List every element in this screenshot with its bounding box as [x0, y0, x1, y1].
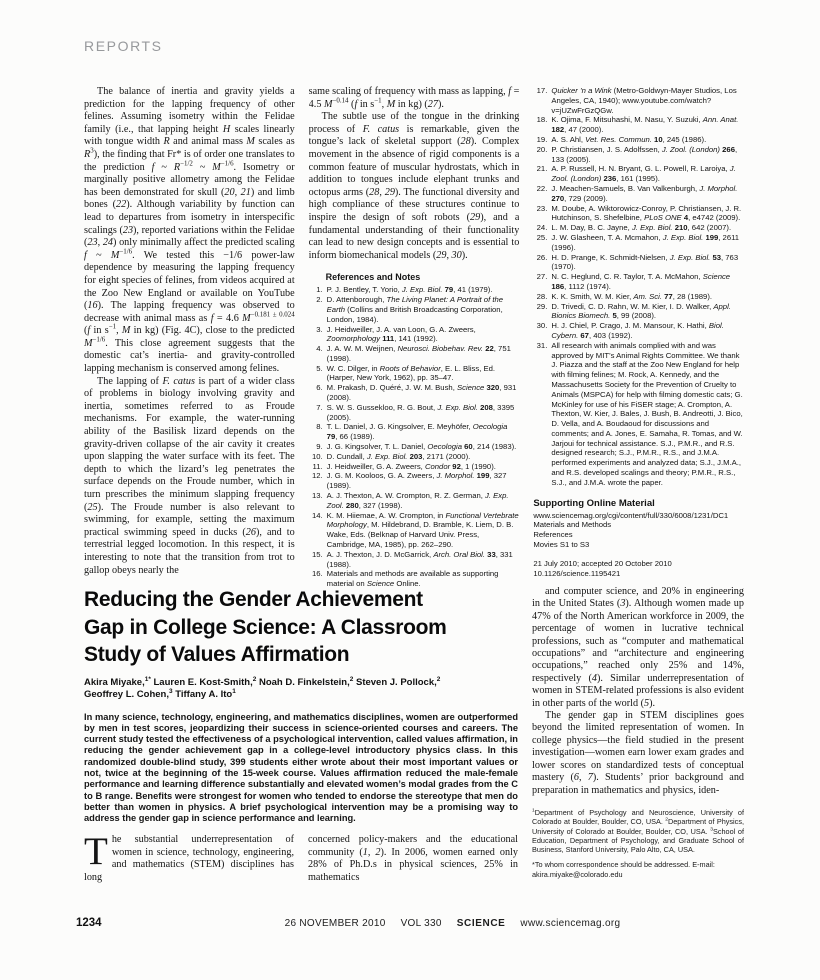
reference-item	[309, 471, 520, 491]
previous-report-continuation	[84, 86, 744, 588]
reference-number: 19.	[536, 134, 548, 144]
reference-number: 4.	[316, 344, 323, 354]
footer-website: www.sciencemag.org	[520, 918, 621, 929]
reference-item	[533, 204, 744, 224]
reference-text: K. Ojima, F. Mitsuhashi, M. Nasu, Y. Suzuki, Ann. Anat. 182, 47 (2000).	[551, 115, 739, 135]
reference-number: 15.	[311, 549, 323, 559]
reference-item	[533, 272, 744, 292]
reference-number: 9.	[316, 442, 323, 452]
reference-number: 6.	[316, 383, 323, 393]
reference-item	[533, 86, 744, 115]
reference-number: 7.	[316, 402, 323, 412]
body-paragraph: The gender gap in STEM disciplines goes beyond the limited representation of women. In college physics—the field studied in the present investigation—women earn lower exam grades and lower scores on standardized tests of conceptual mastery (6, 7). Students’ prior background and preparation in mathematics and physics, iden-	[532, 710, 744, 796]
intro-column-2	[308, 834, 518, 884]
reference-text: J. G. Kingsolver, T. L. Daniel, Oecologia 60, 214 (1983).	[326, 442, 517, 452]
reference-text: M. Prakash, D. Quéré, J. W. M. Bush, Science 320, 931 (2008).	[326, 383, 517, 403]
reference-number: 28.	[536, 291, 548, 301]
reference-text: A. S. Ahl, Vet. Res. Commun. 10, 245 (1986).	[551, 134, 707, 144]
body-paragraph: The subtle use of the tongue in the drinking process of F. catus is remarkable, given the tongue’s lack of skeletal support (28). Complex movement in the absence of rigid components is a common feature of muscular hydrostats, which in addition to tongues include elephant trunks and octopus arms (28, 29). The functional diversity and high compliance of these structures continue to inspire the design of soft robots (29), and a fundamental understanding of their functionality can lead to new design concepts and is essential to inform biomechanical models (29, 30).	[308, 111, 520, 261]
som-line: Materials and Methods	[533, 520, 612, 530]
article-title	[84, 586, 518, 669]
reference-text: M. Doube, A. Wiktorowicz-Conroy, P. Christiansen, J. R. Hutchinson, S. Shefelbine, PLoS ONE 4, e4742 (2009).	[551, 203, 742, 223]
reference-item	[533, 145, 744, 165]
title-line: Reducing the Gender Achievement	[84, 588, 423, 611]
reference-text: J. A. W. M. Weijnen, Neurosci. Biobehav. Rev. 22, 751 (1998).	[326, 344, 511, 363]
references-heading: References and Notes	[325, 272, 421, 283]
reference-number: 13.	[311, 491, 323, 501]
som-line: www.sciencemag.org/cgi/content/full/330/6008/1231/DC1	[533, 510, 729, 520]
reference-item	[533, 135, 744, 145]
reference-number: 21.	[536, 164, 548, 174]
reference-text: P. J. Bentley, T. Yorio, J. Exp. Biol. 79, 41 (1979).	[326, 285, 493, 295]
column-2-paragraphs	[309, 86, 520, 262]
body-paragraph: same scaling of frequency with mass as lapping, f = 4.5 $M^{-0.14}$ (f in $s^{-1}$, M in kg) (27).	[308, 86, 520, 110]
reference-number: 22.	[536, 183, 548, 193]
reference-number: 26.	[536, 252, 548, 262]
doi: 10.1126/science.1195421	[533, 568, 621, 578]
page-footer	[76, 917, 744, 929]
article-title-block	[84, 586, 518, 920]
intro-text-1: he substantial underrepresentation of women in science, technology, engineering, and mathematics (STEM) disciplines has long	[84, 834, 294, 883]
body-paragraph: and computer science, and 20% in engineering in the United States (3). Although women made up 47% of the North American workforce in 2009, the percentage of women in lucrative technical professions, such as “computer and mathematical occupations” and “architecture and engineering occupations,” reached only 25% and 14%, respectively (4). Similar underrepresentation of women in STEM-related professions is also evident in other parts of the world (5).	[532, 586, 744, 709]
reference-item	[533, 253, 744, 273]
author-list: Akira Miyake,$^{1*}$ Lauren E. Kost-Smith,$^2$ Noah D. Finkelstein,$^2$ Steven J. Pollock,$^2$ Geoffrey L. Cohen,$^3$ Tiffany A. Ito$^1$	[84, 675, 441, 700]
reference-item	[309, 462, 520, 472]
reference-text: A. P. Russell, H. N. Bryant, G. L. Powell, R. Laroiya, J. Zool. (London) 236, 161 (1995).	[551, 164, 736, 184]
new-article	[84, 586, 744, 920]
reference-number: 23.	[536, 203, 548, 213]
correspondence-note: *To whom correspondence should be addressed. E-mail: akira.miyake@colorado.edu	[532, 860, 715, 879]
footer-volume: VOL 330	[400, 918, 442, 929]
reference-text: P. Christiansen, J. S. Adolfssen, J. Zool. (London) 266, 133 (2005).	[551, 144, 738, 164]
reference-item	[309, 325, 520, 345]
title-line: Study of Values Affirmation	[84, 643, 350, 666]
references-list-17-31	[533, 86, 744, 488]
reference-item	[533, 223, 744, 233]
reference-text: Materials and methods are available as supporting material on Science Online.	[326, 569, 499, 588]
title-line: Gap in College Science: A Classroom	[84, 615, 447, 639]
column-2	[309, 86, 520, 588]
references-list-1-16	[309, 285, 520, 588]
reference-text: H. D. Prange, K. Schmidt-Nielsen, J. Exp. Biol. 53, 763 (1970).	[551, 252, 739, 272]
footer-journal-name: SCIENCE	[456, 918, 506, 929]
reference-item	[309, 383, 520, 403]
reference-number: 14.	[311, 510, 323, 520]
section-label: REPORTS	[84, 38, 163, 54]
reference-number: 8.	[316, 422, 323, 432]
footer-date: 26 NOVEMBER 2010	[284, 918, 386, 929]
reference-text: K. K. Smith, W. M. Kier, Am. Sci. 77, 28 (1989).	[551, 291, 713, 301]
column-1	[84, 86, 295, 588]
reference-text: J. W. Glasheen, T. A. Mcmahon, J. Exp. Biol. 199, 2611 (1996).	[551, 232, 740, 252]
reference-text: K. M. Hiiemae, A. W. Crompton, in Functional Vertebrate Morphology, M. Hildebrand, D. Bramble, K. Liem, D. B. Wake, Eds. (Belknap of Harvard Univ. Press, Cambridge, MA, 1985), pp. 262–290.	[326, 510, 519, 550]
reference-number: 10.	[311, 451, 323, 461]
body-paragraph: The lapping of F. catus is part of a wider class of problems in biology involving gravity and inertia, sometimes referred to as Froude mechanisms. For example, the water-running ability of the Basilisk lizard depends on the gravity-driven collapse of the air cavity it creates upon slapping the water surface with its feet. The depth to which the lizard’s leg penetrates the surface depends on the Froude number, which in turn prescribes the minimum slapping frequency (25). The Froude number is also relevant to swimming, for example, setting the maximum practical swimming speed in ducks (26), and to terrestrial legged locomotion. In this respect, it is interesting to note that the transition from trot to gallop obeys nearly the	[84, 375, 295, 576]
reference-number: 29.	[536, 301, 548, 311]
author-affiliations: $^1$Department of Psychology and Neuroscience, University of Colorado at Boulder, Boulder, CO, USA. $^2$Department of Physics, University of Colorado at Boulder, Boulder, CO, USA. $^3$School of Education, Department of Psychology, and Graduate School of Business, Stanford University, Palo Alto, CA, USA.	[532, 807, 744, 855]
reference-text: A. J. Thexton, J. D. McGarrick, Arch. Oral Biol. 33, 331 (1988).	[326, 549, 513, 569]
reference-text: All research with animals complied with and was approved by MIT’s Animal Rights Committee. We thank J. Piazza and the staff at the Zoo New England for help with filming felines; M. Rock, A. Kennedy, and the Massachusetts Society for the Prevention of Cruelty to Animals (MSPCA) for help with filming domestic cats; G. McKinley for use of his FiSER stage; A. Crompton, A. Thexton, W. Kier, J. Bales, J. Bush, B. Andreotti, J. Bico, D. Vella, and A. Boudaoud for discussions and comments; and A. Jones, E. Samaha, R. Tomas, and W. Jarjoui for technical assistance. S.J., P.M.R., and R.S. designed research; S.J., P.M.R., R.S., and J.M.A. performed experiments and analyzed data; S.J., J.M.A., and R.S. developed scalings and theory; P.M.R., R.S., S.J., and J.M.A. wrote the paper.	[551, 340, 743, 487]
reference-number: 27.	[536, 272, 548, 282]
reference-text: D. Attenborough, The Living Planet: A Portrait of the Earth (Collins and British Broadcasting Corporation, London, 1984).	[326, 295, 504, 324]
reference-number: 2.	[316, 295, 323, 305]
reference-item	[309, 403, 520, 423]
reference-text: W. C. Dilger, in Roots of Behavior, E. L. Bliss, Ed. (Harper, New York, 1962), pp. 35–47.	[326, 363, 496, 383]
footer-citation	[285, 918, 621, 929]
reference-item	[533, 321, 744, 341]
som-line: References	[533, 530, 573, 540]
reference-text: J. Heidweiller, G. A. Zweers, Condor 92, 1 (1990).	[326, 461, 496, 471]
reference-number: 31.	[536, 340, 548, 350]
reference-number: 12.	[311, 471, 323, 481]
reference-item	[309, 364, 520, 384]
reference-item	[309, 511, 520, 550]
article-right-paragraphs	[532, 586, 744, 797]
intro-column-1	[84, 830, 294, 884]
reference-item	[309, 285, 520, 295]
abstract: In many science, technology, engineering, and mathematics disciplines, women are outperformed by men in test scores, jeopardizing their success in science-oriented courses and careers. The current study tested the effectiveness of a psychological intervention, called values affirmation, in reducing the gender achievement gap in a college-level introductory physics class. In this randomized double-blind study, 399 students either wrote about their most important values or not, twice at the beginning of the 15-week course. Values affirmation reduced the male-female performance and learning difference substantially and elevated women’s modal grades from the C to B range. Benefits were strongest for women who tended to endorse the stereotype that men do better than women in physics. A brief psychological intervention may be a promising way to address the gender gap in science performance and learning.	[84, 711, 518, 824]
reference-item	[533, 302, 744, 322]
reference-item	[533, 292, 744, 302]
reference-text: D. Trivedi, C. D. Rahn, W. M. Kier, I. D. Walker, Appl. Bionics Biomech. 5, 99 (2008).	[551, 301, 731, 321]
reference-item	[533, 233, 744, 253]
reference-item	[309, 442, 520, 452]
reference-text: T. L. Daniel, J. G. Kingsolver, E. Meyhöfer, Oecologia 79, 66 (1989).	[326, 422, 508, 442]
reference-number: 17.	[536, 86, 548, 95]
column-3	[533, 86, 744, 588]
body-paragraph: The balance of inertia and gravity yields a prediction for the lapping frequency of other felines. Assuming isometry within the Felidae family (i.e., that lapping height H scales linearly with tongue width R and animal mass M scales as $R^3$), the finding that Fr* is of order one translates to the prediction f ~ $R^{-1/2}$ ~ $M^{-1/6}$. Isometry or marginally positive allometry among the Felidae has been demonstrated for skull (20, 21) and limb bones (22). Although variability by function can lead to departures from isometry in interspecific scalings (23), reported variations within the Felidae (23, 24) only minimally affect the predicted scaling f ~ $M^{-1/6}$. We tested this −1/6 power-law dependence by measuring the lapping frequency for eight species of felines, from videos acquired at the Zoo New England or available on YouTube (16). The lapping frequency was observed to decrease with animal mass as f = 4.6 $M^{-0.181 \pm 0.024}$ (f in $s^{-1}$, M in kg) (Fig. 4C), close to the predicted $M^{-1/6}$. This close agreement suggests that the domestic cat’s inertia- and gravity-controlled lapping mechanism is conserved among felines.	[84, 86, 295, 375]
reference-text: S. W. S. Gussekloo, R. G. Bout, J. Exp. Biol. 208, 3395 (2005).	[326, 402, 515, 422]
reference-text: L. M. Day, B. C. Jayne, J. Exp. Biol. 210, 642 (2007).	[551, 223, 732, 233]
reference-text: D. Cundall, J. Exp. Biol. 203, 2171 (2000).	[326, 451, 471, 461]
article-right-column	[532, 586, 744, 920]
reference-text: J. Heidweiller, J. A. van Loon, G. A. Zweers, Zoomorphology 111, 141 (1992).	[326, 324, 476, 344]
intro-columns	[84, 830, 518, 884]
reference-item	[533, 115, 744, 135]
reference-item	[309, 344, 520, 364]
som-line: Movies S1 to S3	[533, 540, 590, 550]
received-accepted-dates: 21 July 2010; accepted 20 October 2010	[533, 558, 672, 568]
reference-number: 16.	[311, 569, 323, 579]
reference-number: 1.	[316, 285, 323, 295]
reference-number: 30.	[536, 321, 548, 331]
reference-item	[309, 422, 520, 442]
intro-text-2: concerned policy-makers and the educational community (1, 2). In 2006, women earned only 28% of Ph.D.s in physical sciences, 25% in mathematics	[308, 834, 518, 883]
reference-text: J. Meachen-Samuels, B. Van Valkenburgh, J. Morphol. 270, 729 (2009).	[551, 183, 738, 203]
reference-number: 25.	[536, 232, 548, 242]
reference-item	[309, 295, 520, 324]
page-number: 1234	[76, 917, 102, 929]
reference-number: 24.	[536, 223, 548, 233]
reference-item	[309, 491, 520, 511]
reference-text: Quicker ’n a Wink (Metro-Goldwyn-Mayer Studios, Los Angeles, CA, 1940); www.youtube.com/watch?v=jUZwFrGzQGw.	[551, 86, 737, 115]
reference-item	[533, 164, 744, 184]
reference-text: H. J. Chiel, P. Crago, J. M. Mansour, K. Hathi, Biol. Cybern. 67, 403 (1992).	[551, 321, 724, 340]
reference-number: 20.	[536, 144, 548, 154]
supporting-online-material-heading: Supporting Online Material	[533, 497, 655, 509]
reference-number: 18.	[536, 115, 548, 125]
reference-item	[309, 550, 520, 570]
reference-text: N. C. Heglund, C. R. Taylor, T. A. McMahon, Science 186, 1112 (1974).	[551, 272, 731, 291]
reference-text: J. G. M. Kooloos, G. A. Zweers, J. Morphol. 199, 327 (1989).	[326, 471, 507, 491]
reference-item	[533, 341, 744, 488]
reference-item	[533, 184, 744, 204]
reference-item	[309, 452, 520, 462]
drop-cap: T	[84, 830, 108, 874]
reference-number: 3.	[316, 324, 323, 334]
reference-number: 5.	[316, 363, 323, 373]
supporting-online-material-lines	[533, 511, 744, 550]
reference-text: A. J. Thexton, A. W. Crompton, R. Z. German, J. Exp. Zool. 280, 327 (1998).	[326, 491, 509, 510]
reference-number: 11.	[312, 461, 323, 471]
